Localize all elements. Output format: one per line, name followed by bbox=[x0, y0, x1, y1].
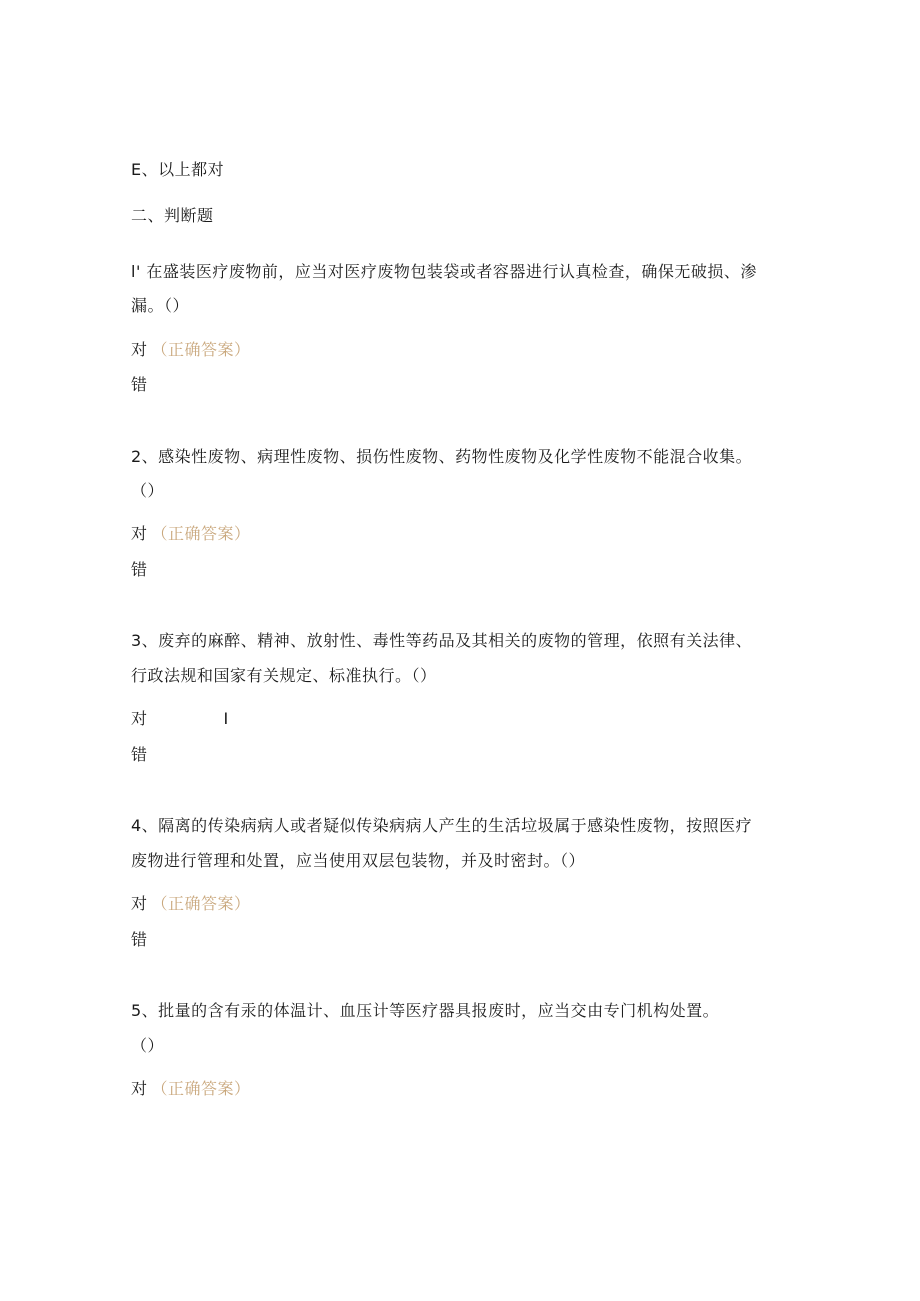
true-label: 对 bbox=[131, 524, 148, 543]
question-5-true-option bbox=[131, 1079, 251, 1099]
question-2-line-1: 2、感染性废物、病理性废物、损伤性废物、药物性废物及化学性废物不能混合收集。 bbox=[131, 447, 753, 466]
question-5-line-2: （） bbox=[131, 1036, 165, 1055]
true-label: 对 bbox=[131, 709, 148, 728]
question-2-line-2: （） bbox=[131, 481, 165, 500]
question-3-line-2: 行政法规和国家有关规定、标准执行。（） bbox=[131, 666, 437, 685]
question-1-line-1: l' 在盛装医疗废物前，应当对医疗废物包装袋或者容器进行认真检查，确保无破损、渗 bbox=[131, 262, 757, 281]
correct-answer-tag: （正确答案） bbox=[151, 894, 251, 913]
question-3-line-1: 3、废弃的麻醉、精神、放射性、毒性等药品及其相关的废物的管理，依照有关法律、 bbox=[131, 631, 753, 650]
true-label: 对 bbox=[131, 340, 148, 359]
question-1-line-2: 漏。（） bbox=[131, 296, 190, 315]
question-3-false-option: 错 bbox=[131, 745, 148, 764]
correct-answer-tag: （正确答案） bbox=[151, 340, 251, 359]
true-label: 对 bbox=[131, 894, 148, 913]
section-title: 二、判断题 bbox=[131, 206, 214, 225]
question-4-line-1: 4、隔离的传染病病人或者疑似传染病病人产生的生活垃圾属于感染性废物，按照医疗 bbox=[131, 816, 753, 835]
question-2-true-option bbox=[131, 524, 251, 544]
correct-answer-tag: （正确答案） bbox=[151, 1079, 251, 1098]
question-4-true-option bbox=[131, 894, 251, 914]
question-5-line-1: 5、批量的含有汞的体温计、血压计等医疗器具报废时，应当交由专门机构处置。 bbox=[131, 1001, 720, 1020]
question-3-true-option bbox=[131, 709, 229, 729]
question-1-false-option: 错 bbox=[131, 375, 148, 394]
question-4-line-2: 废物进行管理和处置，应当使用双层包装物，并及时密封。（） bbox=[131, 851, 586, 870]
stray-mark: I bbox=[223, 709, 229, 728]
question-4-false-option: 错 bbox=[131, 930, 148, 949]
correct-answer-tag: （正确答案） bbox=[151, 524, 251, 543]
question-2-false-option: 错 bbox=[131, 560, 148, 579]
question-1-true-option bbox=[131, 340, 251, 360]
true-label: 对 bbox=[131, 1079, 148, 1098]
option-e: E、以上都对 bbox=[131, 160, 225, 179]
